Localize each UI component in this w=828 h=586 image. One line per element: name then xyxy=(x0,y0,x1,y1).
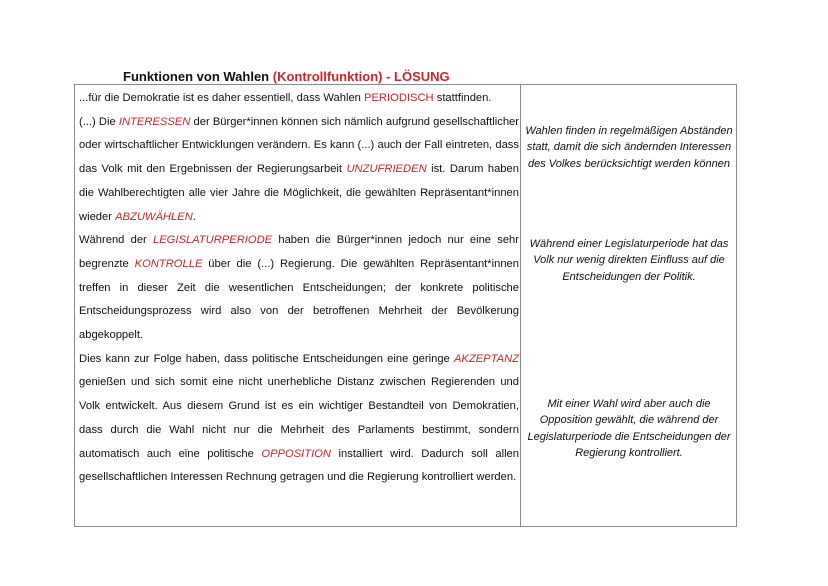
title-main: Funktionen von Wahlen xyxy=(123,69,273,84)
text-segment: haben die Bürger*innen jedoch nur eine sehr begrenzte xyxy=(79,234,519,270)
text-segment: stattfinden. xyxy=(433,92,492,104)
worksheet-table xyxy=(74,84,737,527)
paragraph-2 xyxy=(79,111,519,230)
paragraph-1 xyxy=(79,87,519,111)
keyword-legislaturperiode: LEGISLATURPERIODE xyxy=(152,234,273,247)
text-segment: über die (...) Regierung. Die gewählten Repräsentant*innen treffen in dieser Zeit die wesentlichen Entscheidungen; der konkrete politische Entscheidungsprozess wird also von der betroffenen Mehrheit der Bevölkerung abgekoppelt. xyxy=(79,257,519,342)
text-segment: . xyxy=(192,210,196,223)
title-suffix: - LÖSUNG xyxy=(382,69,450,84)
paragraph-4 xyxy=(79,348,519,490)
text-segment: Dies kann zur Folge haben, dass politische Entscheidungen eine geringe xyxy=(79,352,454,365)
text-segment: (...) Die xyxy=(79,115,119,128)
note-legislative-period: Während einer Legislaturperiode hat das Volk nur wenig direkten Einfluss auf die Entscheidungen der Politik. xyxy=(529,238,729,283)
keyword-periodisch: PERIODISCH xyxy=(364,92,434,104)
text-segment: Während der xyxy=(79,234,153,247)
text-segment: der Bürger*innen können sich nämlich aufgrund gesellschaftlicher oder wirtschaftlicher Entwicklungen verändern. Es kann (...) auch der Fall eintreten, dass das Volk mit den Ergebnissen der Regierungsarbeit xyxy=(79,115,519,176)
text-segment: genießen und sich somit eine nicht unerhebliche Distanz zwischen Regierenden und Volk entwickelt. Aus diesem Grund ist es ein wichtiger Bestandteil von Demokratien, dass durch die Wahl nicht nur die Mehrheit des Parlaments bestimmt, sondern automatisch auch eine politische xyxy=(79,376,519,460)
text-segment: installiert wird. Dadurch soll allen gesellschaftlichen Interessen Rechnung getragen und die Regierung kontrolliert werden. xyxy=(79,447,520,484)
keyword-unzufrieden: UNZUFRIEDEN xyxy=(346,163,427,176)
note-periodic-elections: Wahlen finden in regelmäßigen Abständen statt, damit die sich ändernden Interessen des Volkes berücksichtigt werden können xyxy=(525,125,733,170)
paragraph-3 xyxy=(79,229,519,348)
text-column xyxy=(79,87,519,490)
text-segment: ...für die Demokratie ist es daher essentiell, dass Wahlen xyxy=(79,92,364,104)
text-segment: ist. Darum haben die Wahlberechtigten alle vier Jahre die Möglichkeit, die gewählten Repräsentant*innen wieder xyxy=(79,163,519,223)
keyword-interessen: INTERESSEN xyxy=(118,115,191,128)
title-sub: (Kontrollfunktion) xyxy=(272,69,383,84)
keyword-opposition: OPPOSITION xyxy=(261,447,332,460)
keyword-kontrolle: KONTROLLE xyxy=(134,257,203,270)
keyword-akzeptanz: AKZEPTANZ xyxy=(453,352,519,365)
page-title xyxy=(123,69,450,84)
keyword-abzuwaehlen: ABZUWÄHLEN xyxy=(115,210,193,223)
note-opposition: Mit einer Wahl wird aber auch die Opposition gewählt, die während der Legislaturperiode die Entscheidungen der Regierung kontrolliert. xyxy=(527,398,731,459)
